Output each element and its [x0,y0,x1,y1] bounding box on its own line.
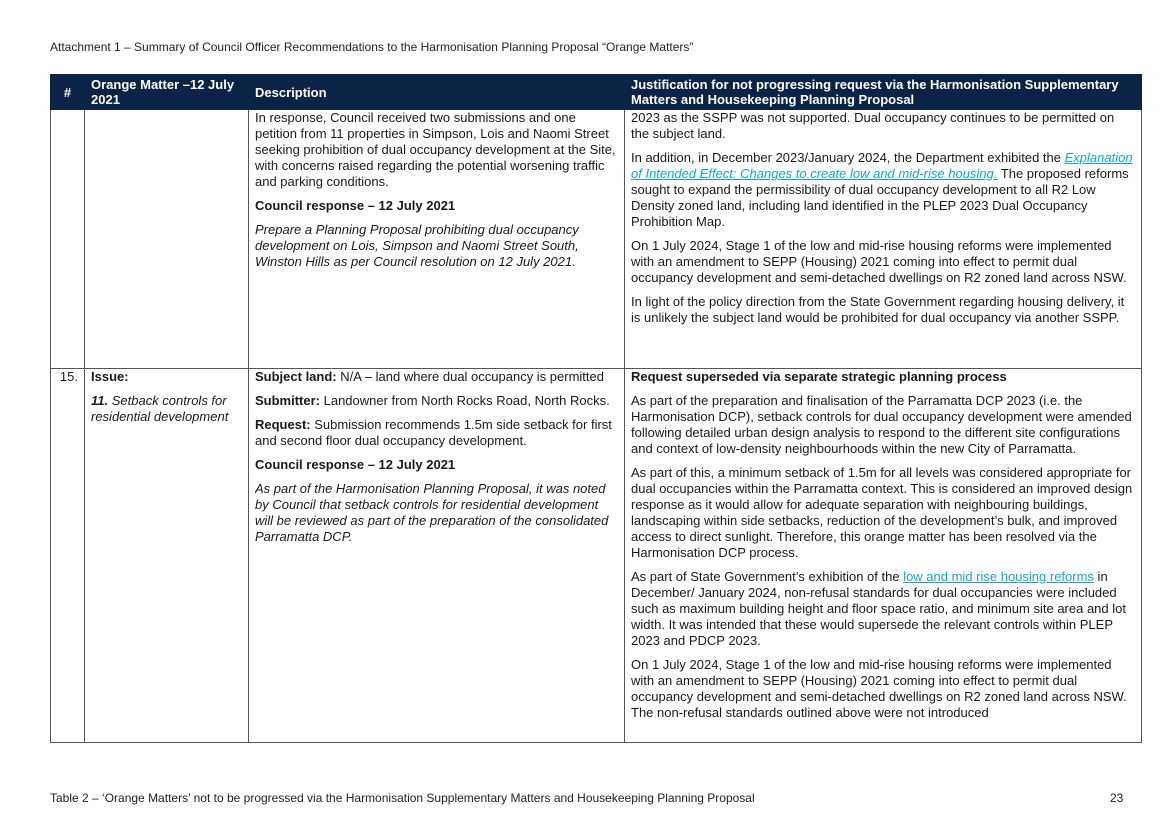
submitter-text: Landowner from North Rocks Road, North Rocks. [320,393,610,408]
row2-submitter [255,393,618,409]
row2-justification-cell [625,369,1142,743]
submitter-label: Submitter: [255,393,320,408]
row1-council-response-heading: Council response – 12 July 2021 [255,198,456,213]
header-num: # [51,75,85,110]
row2-just-p3-start: As part of State Government’s exhibition of the [631,569,904,584]
row1-description-cell [249,110,625,369]
table-caption: Table 2 – ‘Orange Matters’ not to be progressed via the Harmonisation Supplementary Matters and Housekeeping Planning Proposal [50,791,755,805]
request-label: Request: [255,417,311,432]
row1-justification-cell [625,110,1142,369]
row1-just-p2-end: The proposed reforms sought to expand the permissibility of dual occupancy development to all R2 Low Density zoned land, including land identified in the PLEP 2023 Dual Occupancy Prohibition Map. [631,166,1129,229]
row2-orange-cell [85,369,249,743]
subject-land-label: Subject land: [255,369,337,384]
row2-just-paragraph-3 [631,569,1135,649]
request-text: Submission recommends 1.5m side setback for first and second floor dual occupancy development. [255,417,612,448]
row2-issue-text [91,393,242,425]
row1-num-cell [51,110,85,369]
table-row [51,369,1142,743]
table-header-row [51,75,1142,110]
row2-council-response-heading: Council response – 12 July 2021 [255,457,456,472]
row2-subject-land [255,369,618,385]
row2-just-p3-end: in December/ January 2024, non-refusal standards for dual occupancies were included such as maximum building height and floor space ratio, and minimum site area and lot width. It was intended that these would supersede the relevant controls within PLEP 2023 and PDCP 2023. [631,569,1126,648]
row2-council-response-text: As part of the Harmonisation Planning Proposal, it was noted by Council that setback controls for residential development will be reviewed as part of the preparation of the consolidated Parramatta DCP. [255,481,609,544]
header-orange-matter: Orange Matter –12 July 2021 [85,75,249,110]
row1-just-p2-start: In addition, in December 2023/January 2024, the Department exhibited the [631,150,1065,165]
row2-description-clip [255,369,618,740]
row2-num-cell: 15. [51,369,85,743]
row2-justification-clip [631,369,1135,740]
row1-just-paragraph-3: On 1 July 2024, Stage 1 of the low and mid-rise housing reforms were implemented with an amendment to SEPP (Housing) 2021 coming into effect to permit dual occupancy development and semi-detached dwellings on R2 zoned land across NSW. [631,238,1127,285]
row1-just-paragraph-2 [631,150,1135,230]
row2-issue-label: Issue: [91,369,129,384]
orange-matters-table [50,74,1142,743]
header-description: Description [249,75,625,110]
row1-desc-paragraph: In response, Council received two submissions and one petition from 11 properties in Simpson, Lois and Naomi Street seeking prohibition of dual occupancy development at the Site, with concerns raised regarding the potential worsening traffic and parking conditions. [255,110,616,189]
row2-request [255,417,618,449]
row2-issue-title: Setback controls for residential development [91,393,229,424]
row1-just-paragraph-4: In light of the policy direction from the State Government regarding housing delivery, it is unlikely the subject land would be prohibited for dual occupancy via another SSPP. [631,294,1125,325]
row2-description-cell [249,369,625,743]
row1-just-paragraph-1: 2023 as the SSPP was not supported. Dual occupancy continues to be permitted on the subject land. [631,110,1115,141]
row1-orange-cell [85,110,249,369]
header-justification: Justification for not progressing request via the Harmonisation Supplementary Matters and Housekeeping Planning Proposal [625,75,1142,110]
row1-council-response-text: Prepare a Planning Proposal prohibiting dual occupancy development on Lois, Simpson and Naomi Street South, Winston Hills as per Council resolution on 12 July 2021. [255,222,579,269]
table-row [51,110,1142,369]
row2-just-paragraph-1: As part of the preparation and finalisation of the Parramatta DCP 2023 (i.e. the Harmonisation DCP), setback controls for dual occupancy development were amended following detailed urban design analysis to respond to the different site configurations and context of low-density neighbourhoods within the new City of Parramatta. [631,393,1132,456]
page-number: 23 [1110,791,1124,805]
document-header: Attachment 1 – Summary of Council Officer Recommendations to the Harmonisation Planning Proposal “Orange Matters” [50,40,694,54]
row2-just-heading: Request superseded via separate strategic planning process [631,369,1007,384]
low-and-mid-rise-housing-reforms-link[interactable]: low and mid rise housing reforms [903,569,1094,584]
row2-issue-number: 11. [91,393,109,408]
row2-just-paragraph-2: As part of this, a minimum setback of 1.5m for all levels was considered appropriate for dual occupancies within the Parramatta context. This is considered an improved design response as it would allow for adequate separation with neighbouring buildings, landscaping within side setbacks, reduction of the development’s bulk, and improved access to direct sunlight. Therefore, this orange matter has been resolved via the Harmonisation DCP process. [631,465,1133,560]
subject-land-text: N/A – land where dual occupancy is permitted [336,369,604,384]
row2-just-paragraph-4: On 1 July 2024, Stage 1 of the low and mid-rise housing reforms were implemented with an amendment to SEPP (Housing) 2021 coming into effect to permit dual occupancy development and semi-detached dwellings on R2 zoned land across NSW. The non-refusal standards outlined above were not introduced [631,657,1127,720]
explanation-of-intended-effect-link[interactable]: Explanation of Intended Effect: Changes to create low and mid-rise housing. [631,150,1133,181]
